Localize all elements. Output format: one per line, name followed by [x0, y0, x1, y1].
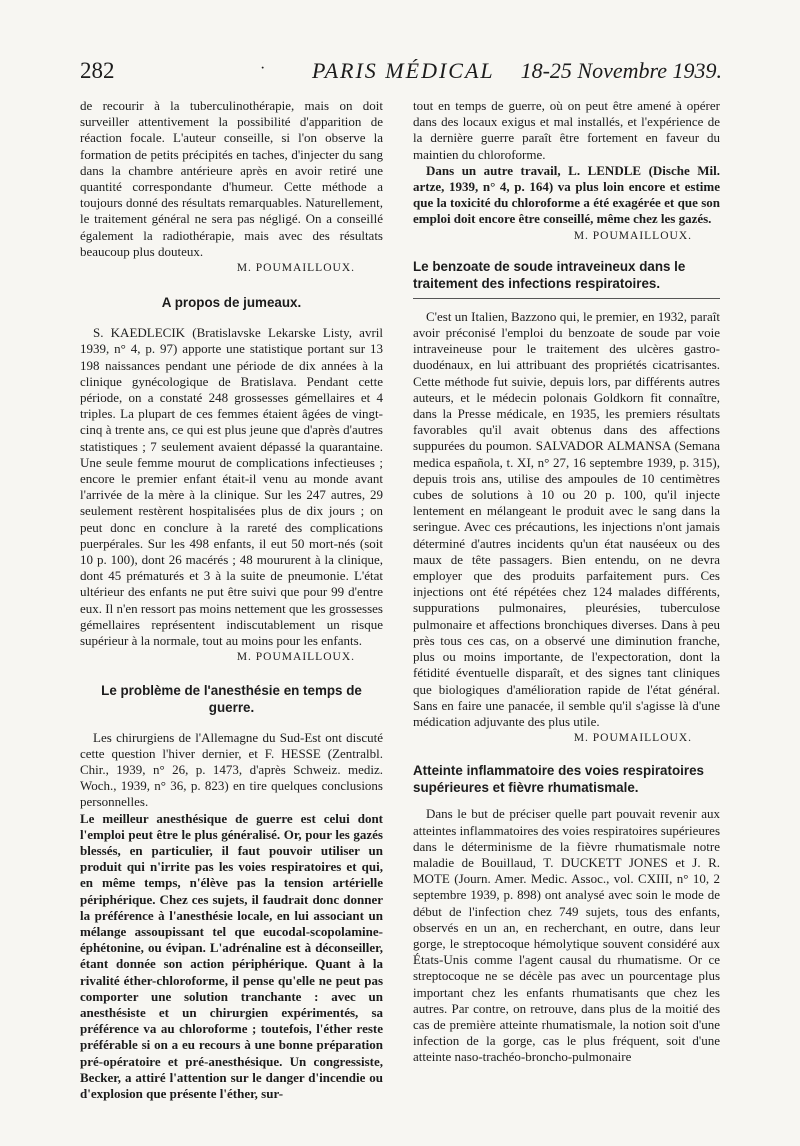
- continued-text: tout en temps de guerre, où on peut être amené à opérer dans des locaux exigus et mal installés, et l'expérience de la dernière guerre paraît être fortement en faveur du maintien du chloroforme.: [413, 98, 720, 162]
- section-text-jumeaux: S. KAEDLECIK (Bratislavske Lekarske Listy, avril 1939, n° 4, p. 97) apporte une statistique portant sur 13 198 naissances pendant une période de dix années à la clinique gynécologique de Bratislava. Pendant cette période, on a constaté 248 grossesses gémellaires et 4 triples. La plupart de ces femmes étaient âgées de vingt-cinq à trente ans, ce qui est plus jeune que d'après d'autres statistiques ; 7 seulement avaient dépassé la quarantaine. Une seule femme mourut de complications infectieuses ; encore le premier enfant était-il venu au monde avant l'arrivée de la mère à la clinique. Sur les 247 autres, 29 seulement restèrent hospitalisées plus de dix jours ; on peut donc en conclure à la rareté des complications puerpérales. Sur les 498 enfants, il eut 50 mort-nés (soit 10 p. 100), dont 26 macérés ; 48 moururent à la clinique, dont 45 prématurés et 3 à la suite de pneumonie. L'état ultérieur des enfants ne put être suivi que pour 99 d'entre eux. Il n'en ressort pas moins nettement que les grossesses gémellaires représentent indiscutablement un risque supérieur à la normale, tout au moins pour les enfants.: [80, 325, 383, 649]
- section-title-anesthesie: Le problème de l'anesthésie en temps de guerre.: [101, 682, 362, 715]
- section-rule: [413, 298, 720, 299]
- intro-text: de recourir à la tuberculinothérapie, mais on doit surveiller attentivement la possibilité d'apparition de réaction focale. L'auteur conseille, si l'on observe la formation de petits précipités en taches, d'injecter du sang dans la chambre antérieure après en avoir retiré une quantité correspondante d'humeur. Cette méthode a toujours donné des résultats remarquables. Naturellement, le traitement général ne sera pas négligé. On a conseillé également la radiothérapie, mais avec des résultats beaucoup plus douteux.: [80, 98, 383, 259]
- journal-title: PARIS MÉDICAL: [312, 58, 495, 83]
- section-text-benzoate: C'est un Italien, Bazzono qui, le premier, en 1932, paraît avoir préconisé l'emploi du benzoate de soude par voie intraveineuse pour le traitement des ulcères gastro-duodénaux, en lui attribuant des propriétés cicatrisantes. Cette méthode fut suivie, depuis lors, par différents autres auteurs, et le médecin polonais Goldkorn fit connaître, dans la Presse médicale, en 1935, les premiers résultats favorables qu'il avait obtenus dans des affections suppurées du poumon. SALVADOR ALMANSA (Semana medica española, t. XI, n° 27, 16 septembre 1939, p. 315), depuis trois ans, utilise des ampoules de 10 centimètres cubes de solutions à 10 ou 20 p. 100, qu'il injecte lentement en mélangeant le produit avec le sang dans la seringue. Avec ces précautions, les injections n'ont jamais déterminé d'autres incidents qu'un état nauséeux ou des maux de tête passagers. Bien entendu, on ne devra employer que des produits parfaitement purs. Ces injections ont été répétées chez 124 malades différents, suppurations pulmonaires, pleurésies, tuberculose pulmonaire et affections bronchiques diverses. Dans à peu près tous ces cas, on a observé une diminution franche, plus ou moins importante, de l'expectoration, dont la fétidité éventuelle disparaît, et des signes tant cliniques que biologiques d'amélioration rapide de l'état général. Sans en faire une panacée, il semble qu'il s'agisse là d'une médication adjuvante des plus utile.: [413, 308, 720, 729]
- section-title-benzoate: Le benzoate de soude intraveineux dans le traitement des infections respiratoires.: [413, 258, 686, 291]
- header-dot: ·: [260, 60, 266, 77]
- intro-signature: M. POUMAILLOUX.: [236, 262, 355, 275]
- page-number: 282: [80, 58, 115, 83]
- section-para2-anesthesie: Le meilleur anesthésique de guerre est celui dont l'emploi peut être le plus généralisé. Or, pour les gazés blessés, en particulier, il faut pouvoir utiliser un produit qui n'irrite pas les voies respiratoires et qui, en même temps, n'élève pas la tension artérielle périphérique. Chez ces sujets, il faudrait donc donner la préférence à l'anesthésie locale, en lui associant un mélange assoupissant tel que eucodal-scopolamine-éphétonine, ou évipan. L'adrénaline est à déconseiller, étant donnée son action périphérique. Quant à la rivalité éther-chloroforme, il pense qu'elle ne peut pas comporter une solution tranchante : avec un anesthésiste et un chirurgien expérimentés, sa préférence va au chloroforme ; toutefois, l'éther reste préférable si on a eu recours à une bonne préparation pré-opératoire et pré-anesthésique. Un congressiste, Becker, a attiré l'attention sur le danger d'incendie ou d'explosion que présente l'éther, sur-: [80, 810, 383, 1101]
- section-text-rhumatisme: Dans le but de préciser quelle part pouvait revenir aux atteintes inflammatoires des voies respiratoires supérieures dans le déterminisme de la fièvre rhumatismale notre maladie de Bouillaud, T. DUCKETT JONES et J. R. MOTE (Journ. Amer. Medic. Assoc., vol. CXIII, n° 10, 2 septembre 1939, p. 898) ont analysé avec soin le mode de début de l'infection chez 749 sujets, tous des enfants, observés en un an, en recherchant, en outre, dans leur gorge, le streptocoque hémolytique souvent considéré aux États-Unis comme l'agent causal du rhumatisme. Or ce streptocoque ne se décèle pas avec un pourcentage plus important chez les enfants rhumatisants que chez les autres. Par contre, on retrouve, dans plus de la moitié des cas de première atteinte rhumatismale, la notion soit d'une infection de la gorge, cas le plus fréquent, soit d'une atteinte naso-trachéo-broncho-pulmonaire: [413, 806, 720, 1065]
- continued-para2: Dans un autre travail, L. LENDLE (Dische Mil. artze, 1939, n° 4, p. 164) va plus loin encore et estime que la toxicité du chloroforme a été exagérée et que son emploi doit encore être conseillé, même chez les gazés.: [413, 162, 720, 227]
- signature-jumeaux: M. POUMAILLOUX.: [236, 651, 355, 664]
- section-title-rhumatisme: Atteinte inflammatoire des voies respiratoires supérieures et fièvre rhumatismale.: [413, 763, 704, 796]
- continued-signature: M. POUMAILLOUX.: [573, 229, 692, 242]
- page-header: [80, 58, 722, 92]
- section-para1-anesthesie: Les chirurgiens de l'Allemagne du Sud-Est ont discuté cette question l'hiver dernier, et F. HESSE (Zentralbl. Chir., 1939, n° 26, p. 1473, d'après Schweiz. mediz. Woch., 1939, n° 36, p. 823) en tire quelques conclusions personnelles.: [80, 729, 383, 810]
- right-column: [413, 98, 720, 1066]
- signature-benzoate: M. POUMAILLOUX.: [573, 732, 692, 745]
- section-title-jumeaux: A propos de jumeaux.: [161, 295, 302, 311]
- left-column: [80, 98, 383, 1102]
- issue-date: 18-25 Novembre 1939.: [520, 58, 722, 83]
